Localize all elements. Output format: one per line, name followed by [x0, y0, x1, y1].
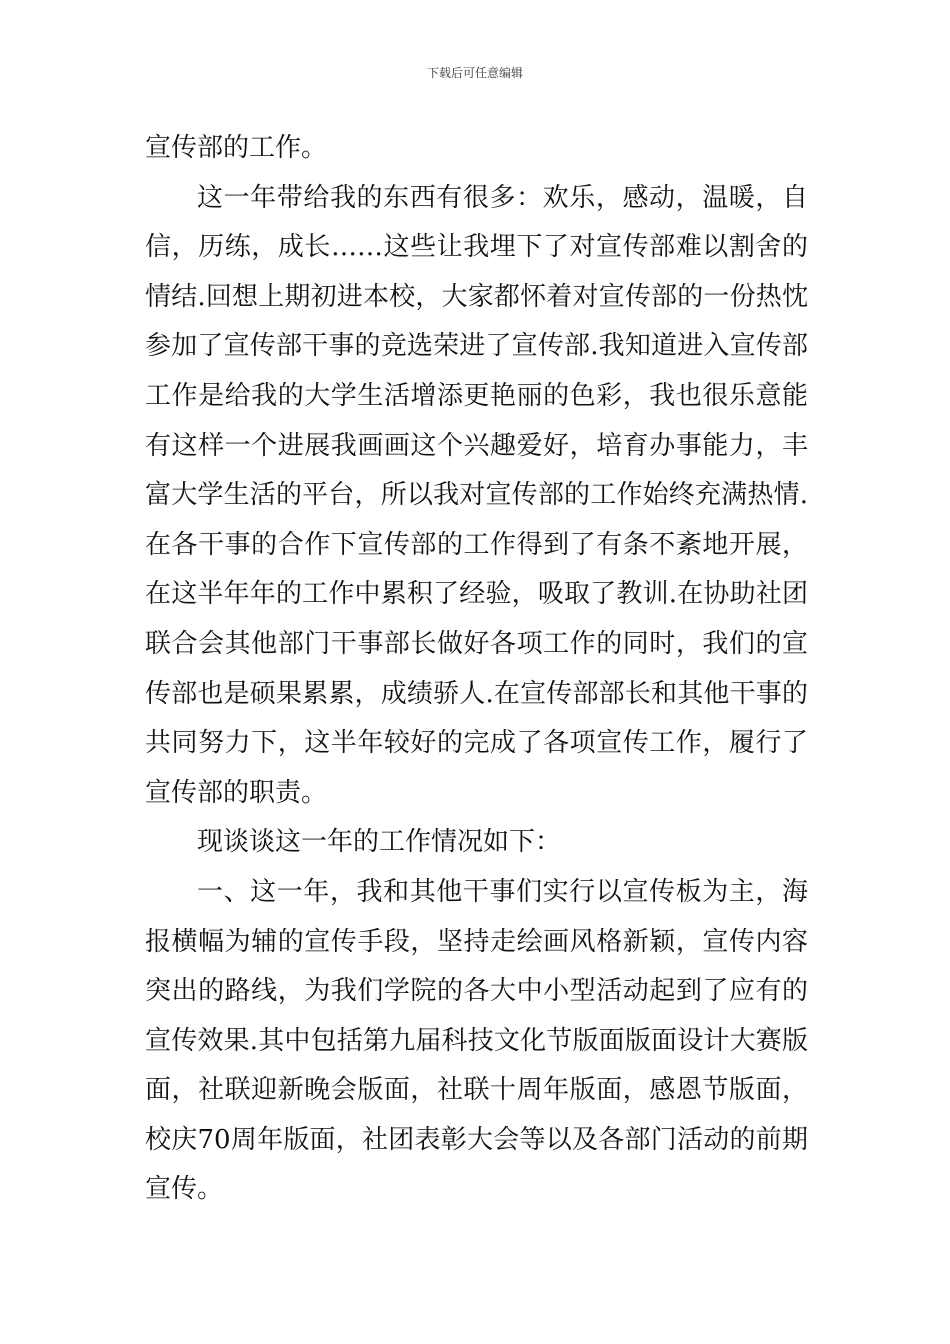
text-line: 工作是给我的大学生活增添更艳丽的色彩，我也很乐意能: [145, 380, 808, 411]
text-line: 突出的路线，为我们学院的各大中小型活动起到了应有的: [145, 976, 808, 1007]
text-line: 校庆70周年版面，社团表彰大会等以及各部门活动的前期: [145, 1124, 808, 1155]
text-line: 这一年带给我的东西有很多：欢乐，感动，温暖，自: [197, 182, 808, 213]
text-line: 报横幅为辅的宣传手段，坚持走绘画风格新颖，宣传内容: [145, 926, 808, 957]
text-line: 在这半年年的工作中累积了经验，吸取了教训.在协助社团: [145, 579, 808, 610]
text-line: 面，社联迎新晚会版面，社联十周年版面，感恩节版面，: [145, 1075, 808, 1106]
text-line: 传部也是硕果累累，成绩骄人.在宣传部部长和其他干事的: [145, 678, 808, 709]
text-line: 宣传部的职责。: [145, 777, 328, 808]
document-body: [145, 124, 808, 1215]
text-line: 在各干事的合作下宣传部的工作得到了有条不紊地开展，: [145, 529, 808, 560]
text-line: 宣传效果.其中包括第九届科技文化节版面版面设计大赛版: [145, 1025, 808, 1056]
text-line: 宣传。: [145, 1174, 224, 1205]
text-line: 宣传部的工作。: [145, 133, 328, 163]
text-line: 一、这一年，我和其他干事们实行以宣传板为主，海: [197, 876, 808, 907]
text-line: 有这样一个进展我画画这个兴趣爱好，培育办事能力，丰: [145, 430, 808, 461]
text-line: 现谈谈这一年的工作情况如下：: [197, 827, 562, 858]
text-line: 富大学生活的平台，所以我对宣传部的工作始终充满热情.: [145, 480, 808, 511]
text-line: 参加了宣传部干事的竞选荣进了宣传部.我知道进入宣传部: [145, 331, 808, 362]
text-line: 信，历练，成长……这些让我埋下了对宣传部难以割舍的: [145, 232, 808, 263]
text-line: 情结.回想上期初进本校，大家都怀着对宣传部的一份热忱: [145, 281, 808, 312]
page-header: 下载后可任意编辑: [426, 66, 523, 80]
text-line: 联合会其他部门干事部长做好各项工作的同时，我们的宣: [145, 628, 808, 659]
text-line: 共同努力下，这半年较好的完成了各项宣传工作，履行了: [145, 728, 808, 759]
